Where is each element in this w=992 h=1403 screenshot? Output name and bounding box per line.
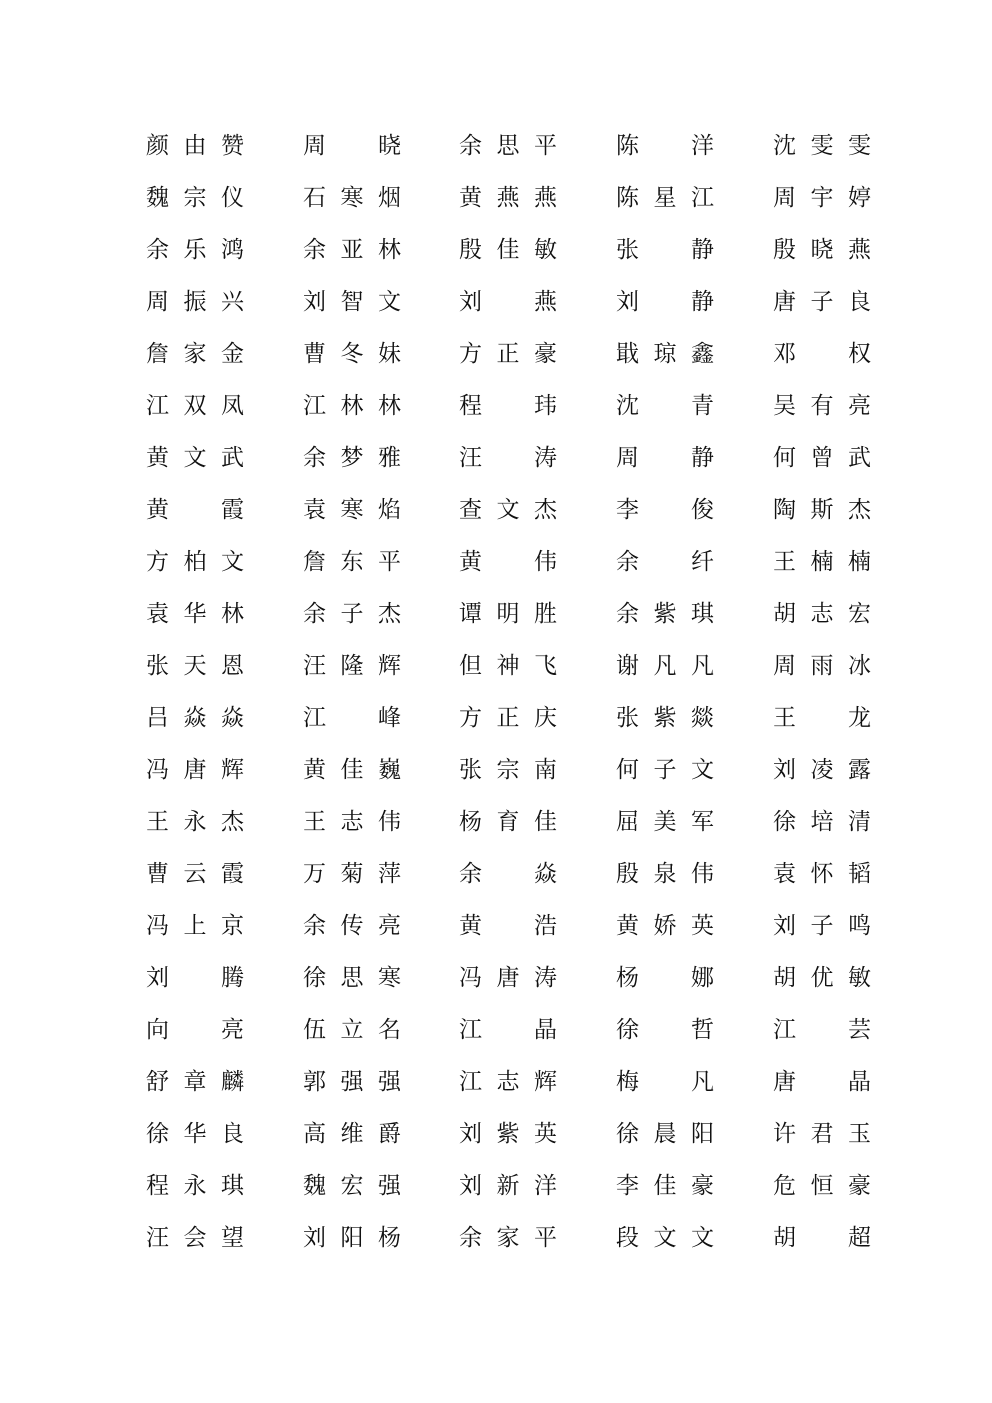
name-entry: 周 振 兴 <box>146 289 244 315</box>
name-entry: 梅 凡 <box>616 1069 714 1095</box>
name-entry: 谭 明 胜 <box>459 601 557 627</box>
name-entry: 何 子 文 <box>616 757 714 783</box>
name-entry: 徐 华 良 <box>146 1121 244 1147</box>
name-entry: 余 焱 <box>459 861 557 887</box>
name-row <box>0 224 992 276</box>
name-entry: 黄 霞 <box>146 497 244 523</box>
name-entry: 刘 新 洋 <box>459 1173 557 1199</box>
name-entry: 江 峰 <box>303 705 401 731</box>
name-entry: 方 正 豪 <box>459 341 557 367</box>
name-entry: 余 子 杰 <box>303 601 401 627</box>
name-entry: 郭 强 强 <box>303 1069 401 1095</box>
name-entry: 唐 晶 <box>773 1069 871 1095</box>
name-entry: 黄 文 武 <box>146 445 244 471</box>
name-entry: 徐 哲 <box>616 1017 714 1043</box>
name-entry: 曹 云 霞 <box>146 861 244 887</box>
name-entry: 余 纤 <box>616 549 714 575</box>
name-entry: 石 寒 烟 <box>303 185 401 211</box>
name-entry: 袁 华 林 <box>146 601 244 627</box>
name-entry: 屈 美 军 <box>616 809 714 835</box>
name-entry: 王 志 伟 <box>303 809 401 835</box>
name-row <box>0 1056 992 1108</box>
name-entry: 张 静 <box>616 237 714 263</box>
name-row <box>0 900 992 952</box>
name-entry: 刘 静 <box>616 289 714 315</box>
name-entry: 魏 宏 强 <box>303 1173 401 1199</box>
name-row <box>0 692 992 744</box>
name-row <box>0 276 992 328</box>
name-entry: 王 楠 楠 <box>773 549 871 575</box>
name-entry: 詹 家 金 <box>146 341 244 367</box>
name-entry: 李 佳 豪 <box>616 1173 714 1199</box>
name-row <box>0 484 992 536</box>
name-entry: 徐 培 清 <box>773 809 871 835</box>
name-entry: 余 亚 林 <box>303 237 401 263</box>
name-entry: 程 永 琪 <box>146 1173 244 1199</box>
name-entry: 陈 星 江 <box>616 185 714 211</box>
name-entry: 许 君 玉 <box>773 1121 871 1147</box>
name-row <box>0 172 992 224</box>
name-entry: 何 曾 武 <box>773 445 871 471</box>
name-entry: 向 亮 <box>146 1017 244 1043</box>
name-entry: 余 乐 鸿 <box>146 237 244 263</box>
name-entry: 刘 燕 <box>459 289 557 315</box>
name-entry: 沈 雯 雯 <box>773 133 871 159</box>
name-entry: 周 宇 婷 <box>773 185 871 211</box>
name-entry: 方 柏 文 <box>146 549 244 575</box>
name-row <box>0 796 992 848</box>
name-entry: 张 紫 燚 <box>616 705 714 731</box>
name-row <box>0 1160 992 1212</box>
name-entry: 谢 凡 凡 <box>616 653 714 679</box>
name-entry: 袁 寒 焰 <box>303 497 401 523</box>
name-entry: 江 林 林 <box>303 393 401 419</box>
name-entry: 詹 东 平 <box>303 549 401 575</box>
name-row <box>0 1108 992 1160</box>
name-entry: 曹 冬 妹 <box>303 341 401 367</box>
name-entry: 魏 宗 仪 <box>146 185 244 211</box>
name-entry: 江 芸 <box>773 1017 871 1043</box>
name-entry: 冯 上 京 <box>146 913 244 939</box>
name-entry: 刘 阳 杨 <box>303 1225 401 1251</box>
name-entry: 胡 优 敏 <box>773 965 871 991</box>
name-entry: 万 菊 萍 <box>303 861 401 887</box>
name-entry: 杨 育 佳 <box>459 809 557 835</box>
name-entry: 邓 权 <box>773 341 871 367</box>
name-entry: 段 文 文 <box>616 1225 714 1251</box>
name-row <box>0 120 992 172</box>
name-entry: 但 神 飞 <box>459 653 557 679</box>
name-entry: 殷 佳 敏 <box>459 237 557 263</box>
name-entry: 周 静 <box>616 445 714 471</box>
name-entry: 周 晓 <box>303 133 401 159</box>
name-entry: 危 恒 豪 <box>773 1173 871 1199</box>
name-row <box>0 744 992 796</box>
name-row <box>0 588 992 640</box>
name-row <box>0 432 992 484</box>
name-row <box>0 640 992 692</box>
name-row <box>0 952 992 1004</box>
name-entry: 刘 子 鸣 <box>773 913 871 939</box>
name-entry: 舒 章 麟 <box>146 1069 244 1095</box>
name-entry: 黄 燕 燕 <box>459 185 557 211</box>
name-entry: 刘 腾 <box>146 965 244 991</box>
name-entry: 周 雨 冰 <box>773 653 871 679</box>
name-entry: 汪 隆 辉 <box>303 653 401 679</box>
name-entry: 余 传 亮 <box>303 913 401 939</box>
name-entry: 程 玮 <box>459 393 557 419</box>
name-entry: 吕 焱 焱 <box>146 705 244 731</box>
name-entry: 余 思 平 <box>459 133 557 159</box>
name-entry: 余 家 平 <box>459 1225 557 1251</box>
name-entry: 汪 涛 <box>459 445 557 471</box>
name-entry: 陶 斯 杰 <box>773 497 871 523</box>
name-entry: 黄 佳 巍 <box>303 757 401 783</box>
name-entry: 王 永 杰 <box>146 809 244 835</box>
name-entry: 方 正 庆 <box>459 705 557 731</box>
name-entry: 刘 紫 英 <box>459 1121 557 1147</box>
name-entry: 殷 泉 伟 <box>616 861 714 887</box>
name-entry: 李 俊 <box>616 497 714 523</box>
name-entry: 沈 青 <box>616 393 714 419</box>
name-entry: 杨 娜 <box>616 965 714 991</box>
name-entry: 张 宗 南 <box>459 757 557 783</box>
name-entry: 刘 凌 露 <box>773 757 871 783</box>
name-entry: 江 志 辉 <box>459 1069 557 1095</box>
name-entry: 徐 晨 阳 <box>616 1121 714 1147</box>
name-entry: 颜 由 赞 <box>146 133 244 159</box>
name-entry: 戢 琼 鑫 <box>616 341 714 367</box>
name-entry: 黄 娇 英 <box>616 913 714 939</box>
name-entry: 余 梦 雅 <box>303 445 401 471</box>
name-row <box>0 1004 992 1056</box>
name-entry: 刘 智 文 <box>303 289 401 315</box>
name-entry: 黄 浩 <box>459 913 557 939</box>
name-row <box>0 536 992 588</box>
name-entry: 黄 伟 <box>459 549 557 575</box>
name-entry: 袁 怀 韬 <box>773 861 871 887</box>
name-list <box>0 120 992 1264</box>
name-entry: 胡 志 宏 <box>773 601 871 627</box>
name-row <box>0 380 992 432</box>
name-entry: 陈 洋 <box>616 133 714 159</box>
name-entry: 汪 会 望 <box>146 1225 244 1251</box>
name-entry: 唐 子 良 <box>773 289 871 315</box>
name-entry: 冯 唐 辉 <box>146 757 244 783</box>
name-entry: 胡 超 <box>773 1225 871 1251</box>
name-entry: 殷 晓 燕 <box>773 237 871 263</box>
name-entry: 冯 唐 涛 <box>459 965 557 991</box>
name-entry: 吴 有 亮 <box>773 393 871 419</box>
name-row <box>0 1212 992 1264</box>
name-entry: 张 天 恩 <box>146 653 244 679</box>
name-entry: 徐 思 寒 <box>303 965 401 991</box>
name-entry: 伍 立 名 <box>303 1017 401 1043</box>
name-row <box>0 848 992 900</box>
name-entry: 江 晶 <box>459 1017 557 1043</box>
name-entry: 余 紫 琪 <box>616 601 714 627</box>
name-entry: 高 维 爵 <box>303 1121 401 1147</box>
name-row <box>0 328 992 380</box>
name-entry: 查 文 杰 <box>459 497 557 523</box>
name-entry: 王 龙 <box>773 705 871 731</box>
name-entry: 江 双 凤 <box>146 393 244 419</box>
